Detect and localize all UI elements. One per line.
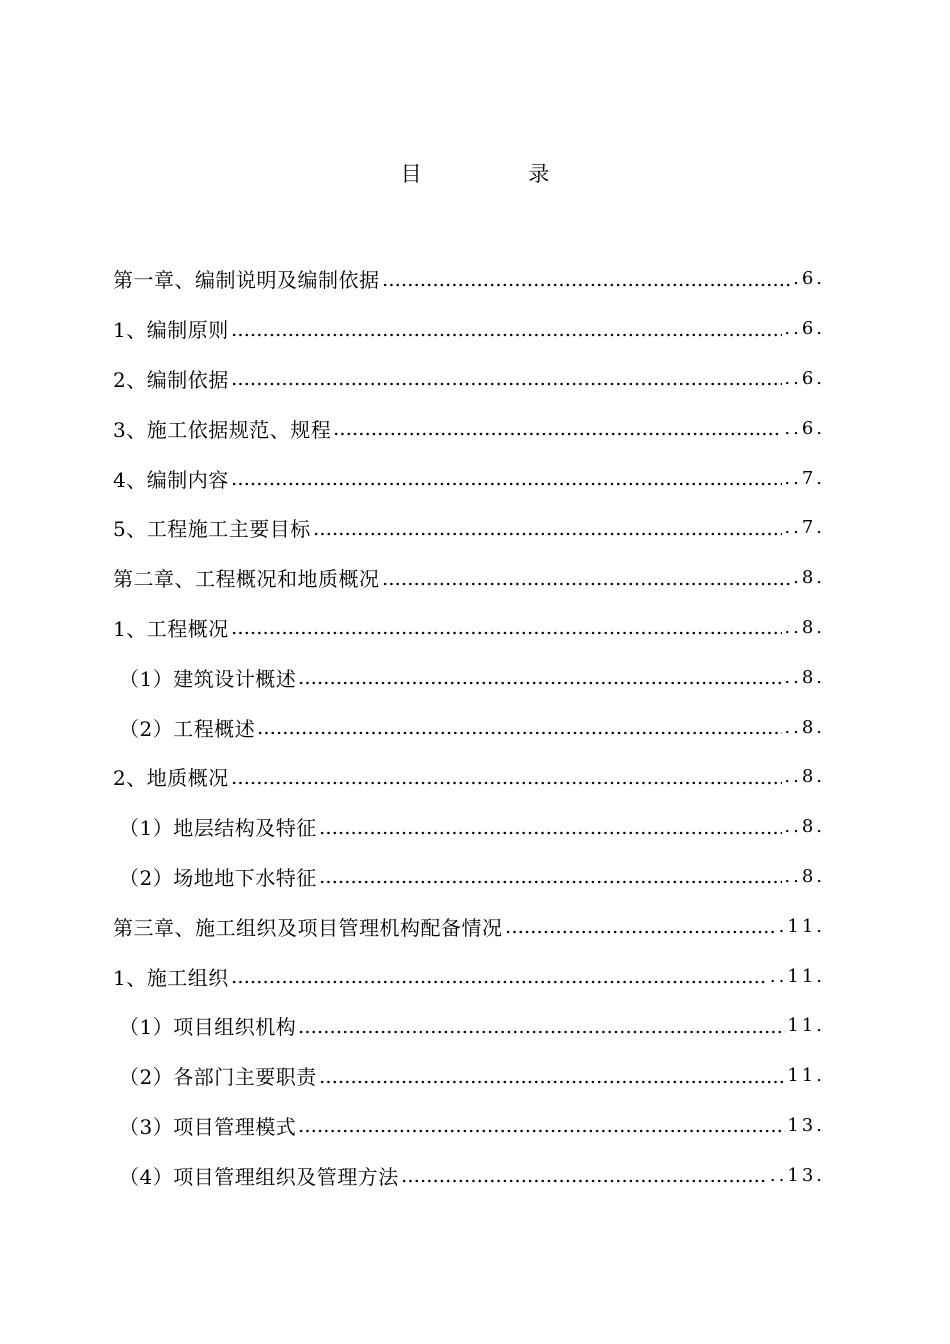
toc-entry-label: 1、施工组织	[113, 965, 229, 990]
toc-entry-page: .8.	[793, 567, 825, 589]
toc-leader-dots	[231, 368, 783, 388]
toc-leader-dots	[505, 916, 777, 936]
toc-leader-dots	[333, 418, 782, 438]
toc-leader-dots	[319, 817, 783, 837]
toc-list	[113, 254, 825, 1200]
toc-entry[interactable]	[113, 503, 825, 553]
toc-entry-page: ..6.	[784, 417, 825, 439]
toc-leader-dots	[257, 717, 782, 737]
toc-entry-page: .6.	[793, 268, 825, 290]
toc-leader-dots	[382, 568, 792, 588]
toc-entry[interactable]	[113, 304, 825, 354]
toc-entry-page: ..7.	[784, 517, 825, 539]
toc-entry-label: 2、地质概况	[113, 766, 229, 791]
toc-entry-label: 第一章、编制说明及编制依据	[113, 268, 380, 293]
toc-entry-page: ..8.	[784, 766, 825, 788]
toc-entry-label: 2、编制依据	[113, 367, 229, 392]
toc-leader-dots	[298, 1016, 785, 1036]
toc-leader-dots	[313, 518, 783, 538]
toc-leader-dots	[231, 617, 783, 637]
toc-entry-label: 5、工程施工主要目标	[113, 517, 311, 542]
toc-entry-page: ..8.	[784, 666, 825, 688]
toc-entry-label: （1）地层结构及特征	[119, 816, 317, 841]
toc-entry[interactable]	[113, 1051, 825, 1101]
toc-entry-label: （2）工程概述	[119, 716, 256, 741]
toc-entry-label: 3、施工依据规范、规程	[113, 417, 332, 442]
toc-entry[interactable]	[113, 354, 825, 404]
toc-entry-page: ..8.	[784, 816, 825, 838]
toc-leader-dots	[401, 1165, 768, 1185]
toc-entry-page: ..11.	[769, 965, 825, 987]
toc-entry[interactable]	[113, 603, 825, 653]
toc-entry[interactable]	[113, 752, 825, 802]
toc-entry-page: ..6.	[784, 367, 825, 389]
toc-entry-page: ..13.	[769, 1164, 825, 1186]
toc-leader-dots	[298, 667, 782, 687]
toc-entry-label: （3）项目管理模式	[119, 1114, 297, 1139]
toc-entry-page: 11.	[787, 1015, 825, 1037]
toc-entry[interactable]	[113, 702, 825, 752]
toc-title	[0, 156, 950, 192]
toc-entry[interactable]	[113, 1001, 825, 1051]
toc-entry[interactable]	[113, 802, 825, 852]
toc-entry-page: 11.	[787, 1065, 825, 1087]
toc-entry-label: 1、编制原则	[113, 318, 229, 343]
toc-entry-page: ..7.	[784, 467, 825, 489]
toc-entry-label: 1、工程概况	[113, 616, 229, 641]
toc-entry[interactable]	[113, 553, 825, 603]
toc-entry[interactable]	[113, 453, 825, 503]
toc-entry-label: 第二章、工程概况和地质概况	[113, 567, 380, 592]
toc-title-left: 目	[400, 162, 422, 186]
toc-entry-label: （2）场地地下水特征	[119, 865, 317, 890]
toc-entry[interactable]	[113, 852, 825, 902]
toc-entry-page: ..8.	[784, 716, 825, 738]
toc-entry[interactable]	[113, 1150, 825, 1200]
toc-leader-dots	[382, 269, 792, 289]
toc-entry[interactable]	[113, 1101, 825, 1151]
toc-entry-page: .11.	[778, 915, 825, 937]
toc-entry-label: （1）建筑设计概述	[119, 666, 297, 691]
toc-entry[interactable]	[113, 254, 825, 304]
toc-entry[interactable]	[113, 951, 825, 1001]
toc-entry-label: 第三章、施工组织及项目管理机构配备情况	[113, 915, 503, 940]
toc-entry-page: ..8.	[784, 865, 825, 887]
toc-leader-dots	[231, 767, 783, 787]
toc-leader-dots	[298, 1115, 785, 1135]
toc-leader-dots	[231, 468, 783, 488]
toc-entry-page: ..6.	[784, 318, 825, 340]
toc-leader-dots	[231, 319, 783, 339]
toc-leader-dots	[319, 866, 783, 886]
toc-title-right: 录	[528, 162, 550, 186]
toc-entry[interactable]	[113, 901, 825, 951]
toc-entry-label: （4）项目管理组织及管理方法	[119, 1164, 399, 1189]
toc-entry[interactable]	[113, 403, 825, 453]
toc-entry-label: （2）各部门主要职责	[119, 1065, 317, 1090]
toc-entry-page: ..8.	[784, 616, 825, 638]
toc-entry[interactable]	[113, 652, 825, 702]
toc-entry-page: 13.	[787, 1114, 825, 1136]
toc-leader-dots	[319, 1066, 786, 1086]
toc-entry-label: （1）项目组织机构	[119, 1015, 297, 1040]
toc-leader-dots	[231, 966, 768, 986]
toc-entry-label: 4、编制内容	[113, 467, 229, 492]
